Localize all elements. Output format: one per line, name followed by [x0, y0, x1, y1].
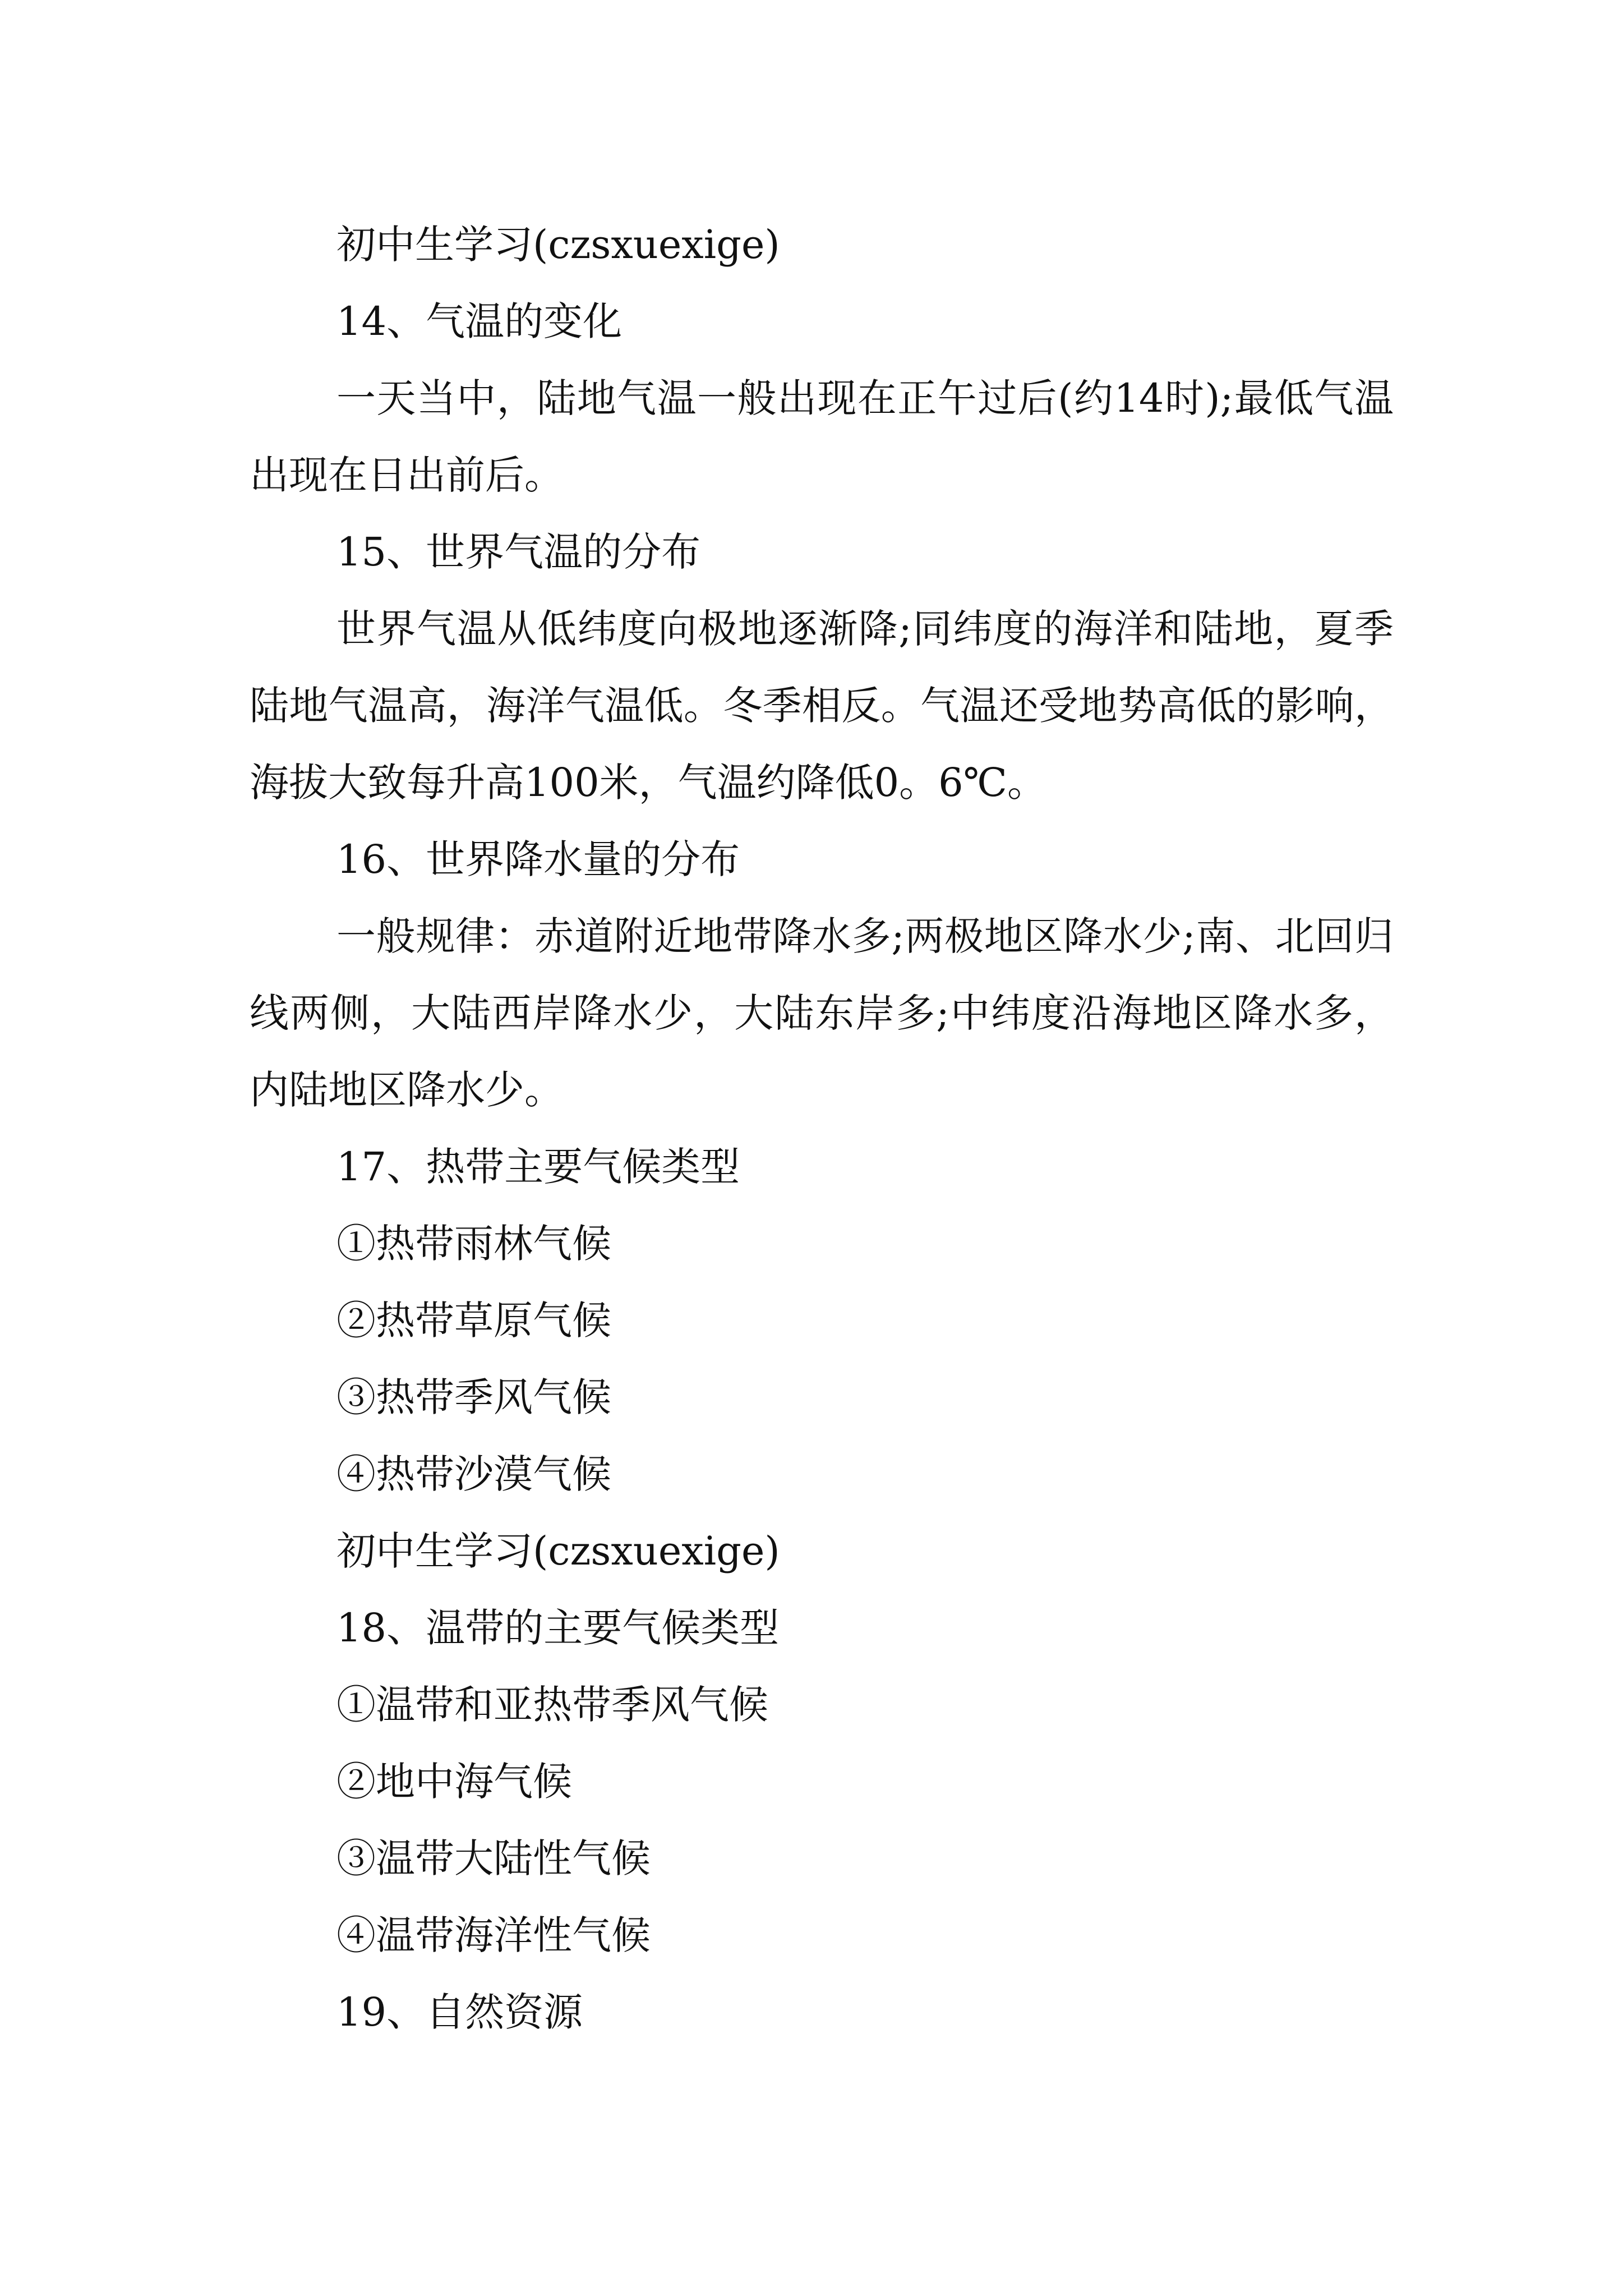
- section-heading-19: 19、自然资源: [336, 1989, 583, 2035]
- section-heading-15: 15、世界气温的分布: [336, 529, 701, 575]
- watermark-line: 初中生学习(czsxuexige): [336, 222, 780, 268]
- section-heading-14: 14、气温的变化: [336, 298, 623, 344]
- list-item: ②地中海气候: [336, 1759, 572, 1805]
- body-paragraph: 一般规律：赤道附近地带降水多;两极地区降水少;南、北回归线两侧，大陆西岸降水少，大陆东岸多;中纬度沿海地区降水多，内陆地区降水少。: [250, 913, 1394, 1113]
- body-paragraph: 一天当中，陆地气温一般出现在正午过后(约14时);最低气温出现在日出前后。: [250, 375, 1394, 498]
- list-item: ③热带季风气候: [336, 1374, 611, 1420]
- list-item: ④温带海洋性气候: [336, 1912, 651, 1958]
- section-heading-16: 16、世界降水量的分布: [336, 836, 740, 882]
- body-paragraph: 世界气温从低纬度向极地逐渐降;同纬度的海洋和陆地，夏季陆地气温高，海洋气温低。冬季相反。气温还受地势高低的影响，海拔大致每升高100米，气温约降低0。6℃。: [250, 606, 1394, 806]
- watermark-line: 初中生学习(czsxuexige): [336, 1528, 780, 1574]
- section-heading-18: 18、温带的主要气候类型: [336, 1605, 780, 1651]
- list-item: ①热带雨林气候: [336, 1221, 611, 1267]
- list-item: ①温带和亚热带季风气候: [336, 1682, 768, 1728]
- list-item: ②热带草原气候: [336, 1297, 611, 1343]
- document-body: [250, 206, 1394, 2051]
- list-item: ④热带沙漠气候: [336, 1451, 611, 1497]
- section-heading-17: 17、热带主要气候类型: [336, 1144, 740, 1190]
- list-item: ③温带大陆性气候: [336, 1835, 651, 1881]
